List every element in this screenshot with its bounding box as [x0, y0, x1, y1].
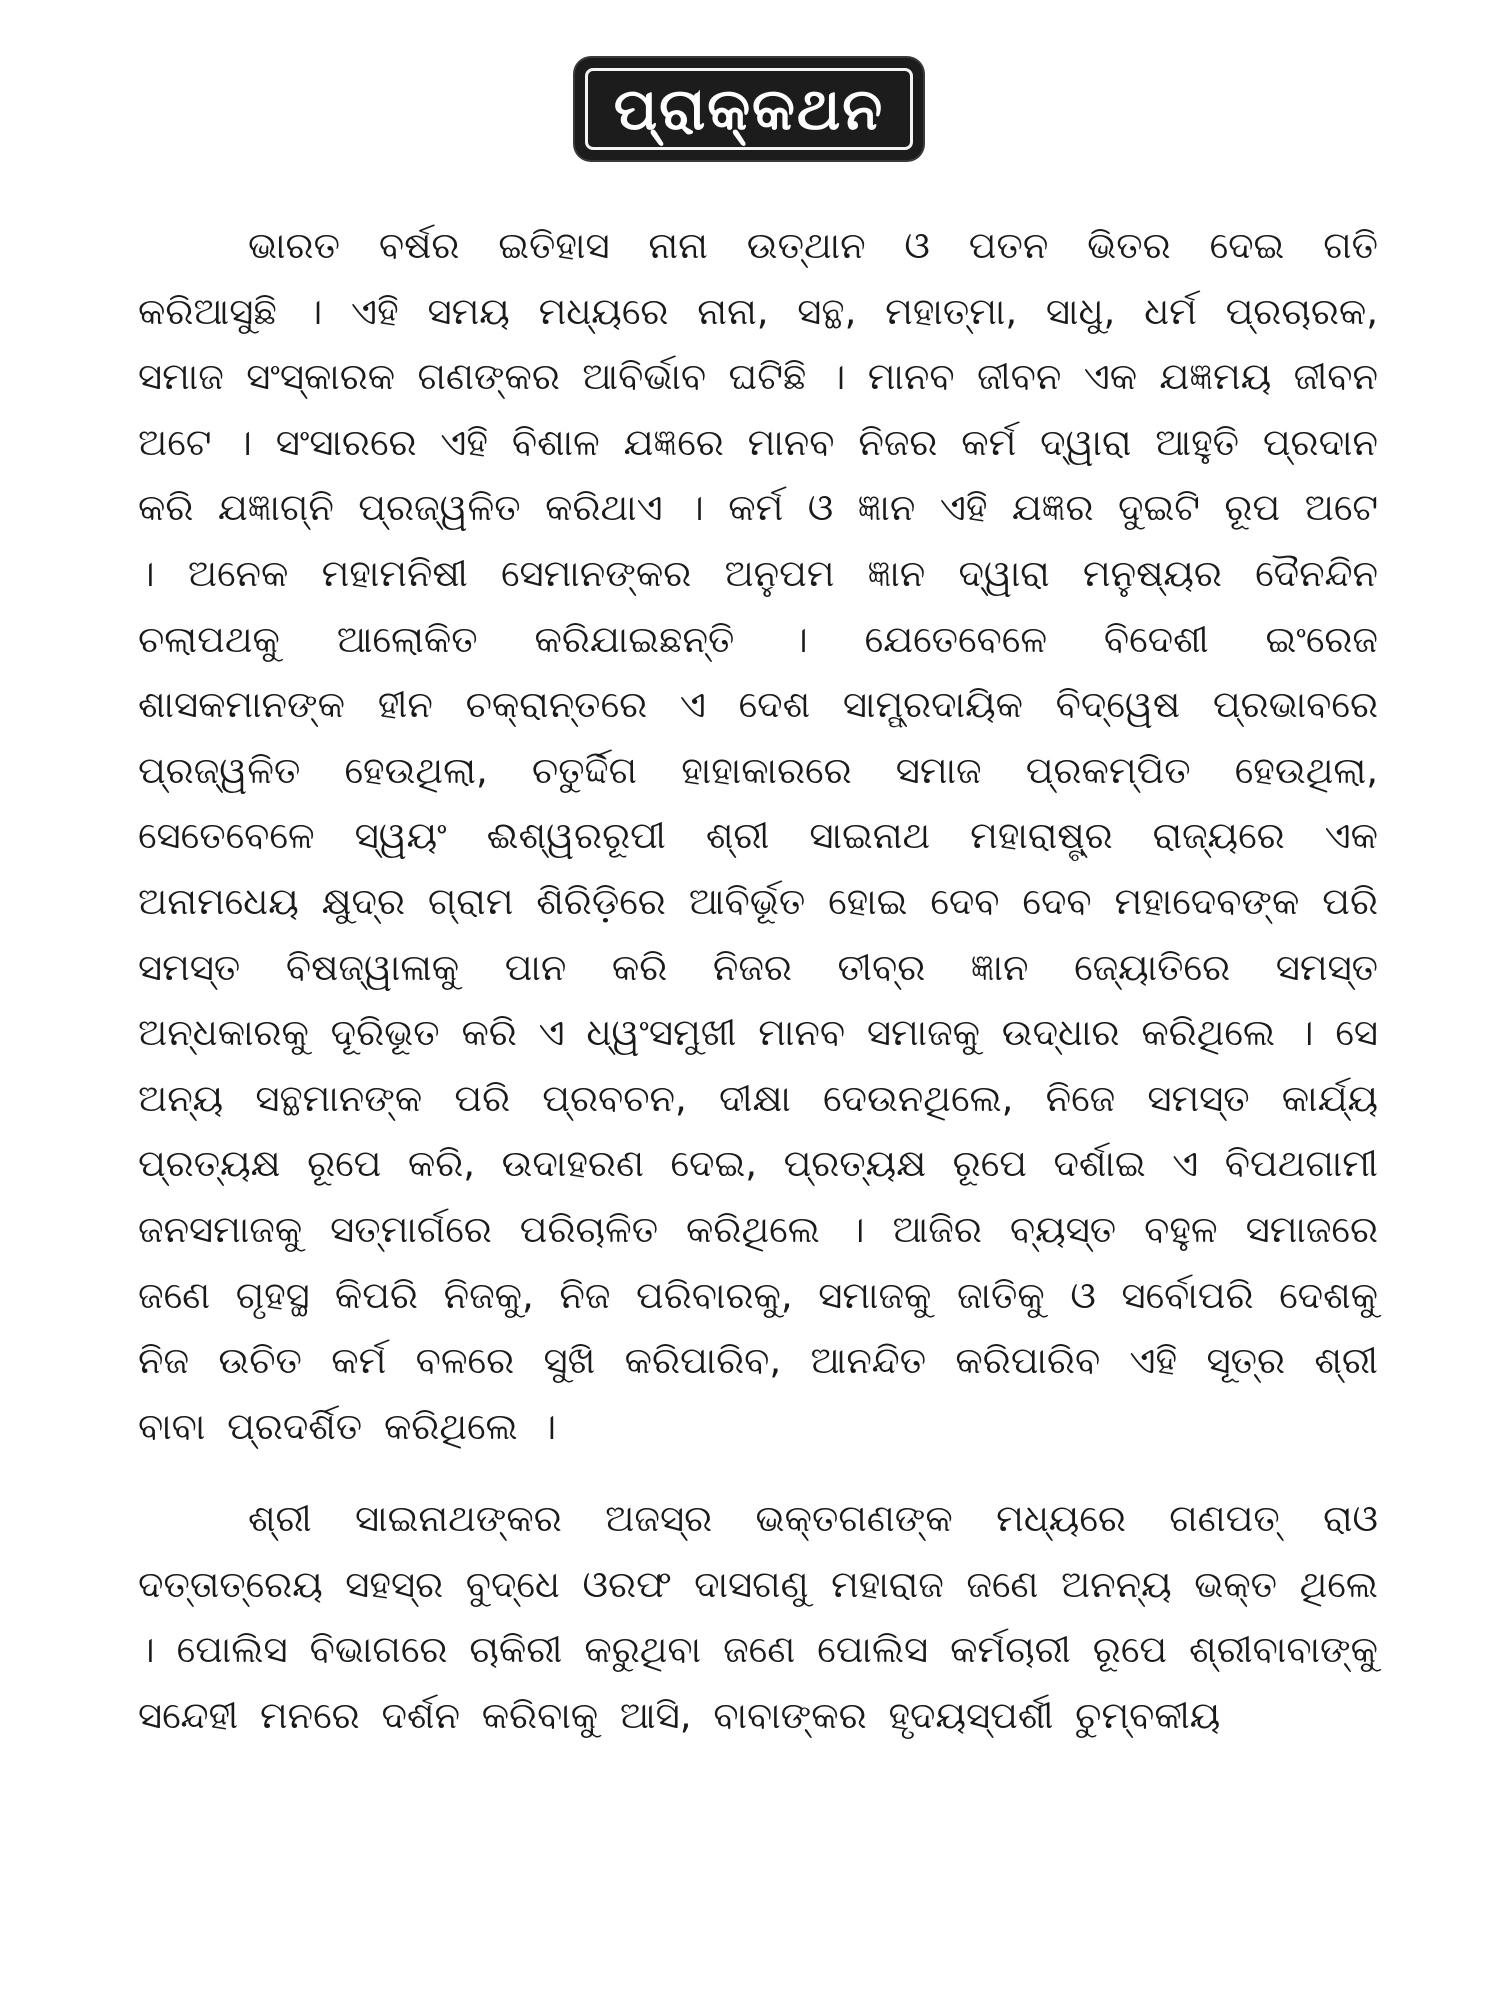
title-frame [585, 68, 913, 150]
paragraph-2: ଶ୍ରୀ ସାଇନାଥଙ୍କର ଅଜସ୍ର ଭକ୍ତଗଣଙ୍କ ମଧ୍ୟରେ ଗଣପତ୍ ରାଓ ଦତ୍ତାତ୍ରେୟ ସହସ୍ର ବୁଦ୍ଧେ ଓରଫ ଦାସଗଣୁ ମହାରାଜ ଜଣେ ଅନନ୍ୟ ଭକ୍ତ ଥିଲେ । ପୋଲିସ ବିଭାଗରେ ଚାକିରୀ କରୁଥିବା ଜଣେ ପୋଲିସ କର୍ମଚାରୀ ରୂପେ ଶ୍ରୀବାବାଙ୍କୁ ସନ୍ଦେହୀ ମନରେ ଦର୍ଶନ କରିବାକୁ ଆସି, ବାବାଙ୍କର ହୃଦୟସ୍ପର୍ଶୀ ଚୁମ୍ବକୀୟ [138, 1497, 1378, 1738]
title-banner [575, 58, 923, 160]
paragraph-1: ଭାରତ ବର୍ଷର ଇତିହାସ ନାନା ଉତ୍‌ଥାନ ଓ ପତନ ଭିତର ଦେଇ ଗତି କରିଆସୁଛି । ଏହି ସମୟ ମଧ୍ୟରେ ନାନା, ସନ୍ଥ, ମହାତ୍ମା, ସାଧୁ, ଧର୍ମ ପ୍ରଚାରକ, ସମାଜ ସଂସ୍କାରକ ଗଣଙ୍କର ଆବିର୍ଭାବ ଘଟିଛି । ମାନବ ଜୀବନ ଏକ ଯଜ୍ଞମୟ ଜୀବନ ଅଟେ । ସଂସାରରେ ଏହି ବିଶାଳ ଯଜ୍ଞରେ ମାନବ ନିଜର କର୍ମ ଦ୍ୱାରା ଆହୁତି ପ୍ରଦାନ କରି ଯଜ୍ଞାଗ୍ନି ପ୍ରଜ୍ୱଳିତ କରିଥାଏ । କର୍ମ ଓ ଜ୍ଞାନ ଏହି ଯଜ୍ଞର ଦୁଇଟି ରୂପ ଅଟେ । ଅନେକ ମହାମନିଷୀ ସେମାନଙ୍କର ଅନୁପମ ଜ୍ଞାନ ଦ୍ୱାରା ମନୁଷ୍ୟର ଦୈନନ୍ଦିନ ଚଲାପଥକୁ ଆଲୋକିତ କରିଯାଇଛନ୍ତି । ଯେତେବେଳେ ବିଦେଶୀ ଇଂରେଜ ଶାସକମାନଙ୍କ ହୀନ ଚକ୍ରାନ୍ତରେ ଏ ଦେଶ ସାମ୍ପ୍ରଦାୟିକ ବିଦ୍ୱେଷ ପ୍ରଭାବରେ ପ୍ରଜ୍ୱଳିତ ହେଉଥିଲା, ଚତୁର୍ଦ୍ଦିଗ ହାହାକାରରେ ସମାଜ ପ୍ରକମ୍ପିତ ହେଉଥିଲା, ସେତେବେଳେ ସ୍ୱୟଂ ଈଶ୍ୱରରୂପୀ ଶ୍ରୀ ସାଇନାଥ ମହାରାଷ୍ଟ୍ର ରାଜ୍ୟରେ ଏକ ଅନାମଧେୟ କ୍ଷୁଦ୍ର ଗ୍ରାମ ଶିରିଡ଼ିରେ ଆବିର୍ଭୂତ ହୋଇ ଦେବ ଦେବ ମହାଦେବଙ୍କ ପରି ସମସ୍ତ ବିଷଜ୍ୱାଳାକୁ ପାନ କରି ନିଜର ତୀବ୍ର ଜ୍ଞାନ ଜ୍ୟୋତିରେ ସମସ୍ତ ଅନ୍ଧକାରକୁ ଦୂରିଭୂତ କରି ଏ ଧ୍ୱଂସମୁଖୀ ମାନବ ସମାଜକୁ ଉଦ୍ଧାର କରିଥିଲେ । ସେ ଅନ୍ୟ ସନ୍ଥମାନଙ୍କ ପରି ପ୍ରବଚନ, ଦୀକ୍ଷା ଦେଉନଥିଲେ, ନିଜେ ସମସ୍ତ କାର୍ଯ୍ୟ ପ୍ରତ୍ୟକ୍ଷ ରୂପେ କରି, ଉଦାହରଣ ଦେଇ, ପ୍ରତ୍ୟକ୍ଷ ରୂପେ ଦର୍ଶାଇ ଏ ବିପଥଗାମୀ ଜନସମାଜକୁ ସତ୍‌ମାର୍ଗରେ ପରିଚାଳିତ କରିଥିଲେ । ଆଜିର ବ୍ୟସ୍ତ ବହୁଳ ସମାଜରେ ଜଣେ ଗୃହସ୍ଥ କିପରି ନିଜକୁ, ନିଜ ପରିବାରକୁ, ସମାଜକୁ ଜାତିକୁ ଓ ସର୍ବୋପରି ଦେଶକୁ ନିଜ ଉଚିତ କର୍ମ ବଳରେ ସୁଖି କରିପାରିବ, ଆନନ୍ଦିତ କରିପାରିବ ଏହି ସୂତ୍ର ଶ୍ରୀ ବାବା ପ୍ରଦର୍ଶିତ କରିଥିଲେ । [138, 224, 1378, 1448]
page-title: ପ୍ରାକ୍‌କଥନ [613, 74, 885, 143]
body-text [138, 213, 1378, 1749]
